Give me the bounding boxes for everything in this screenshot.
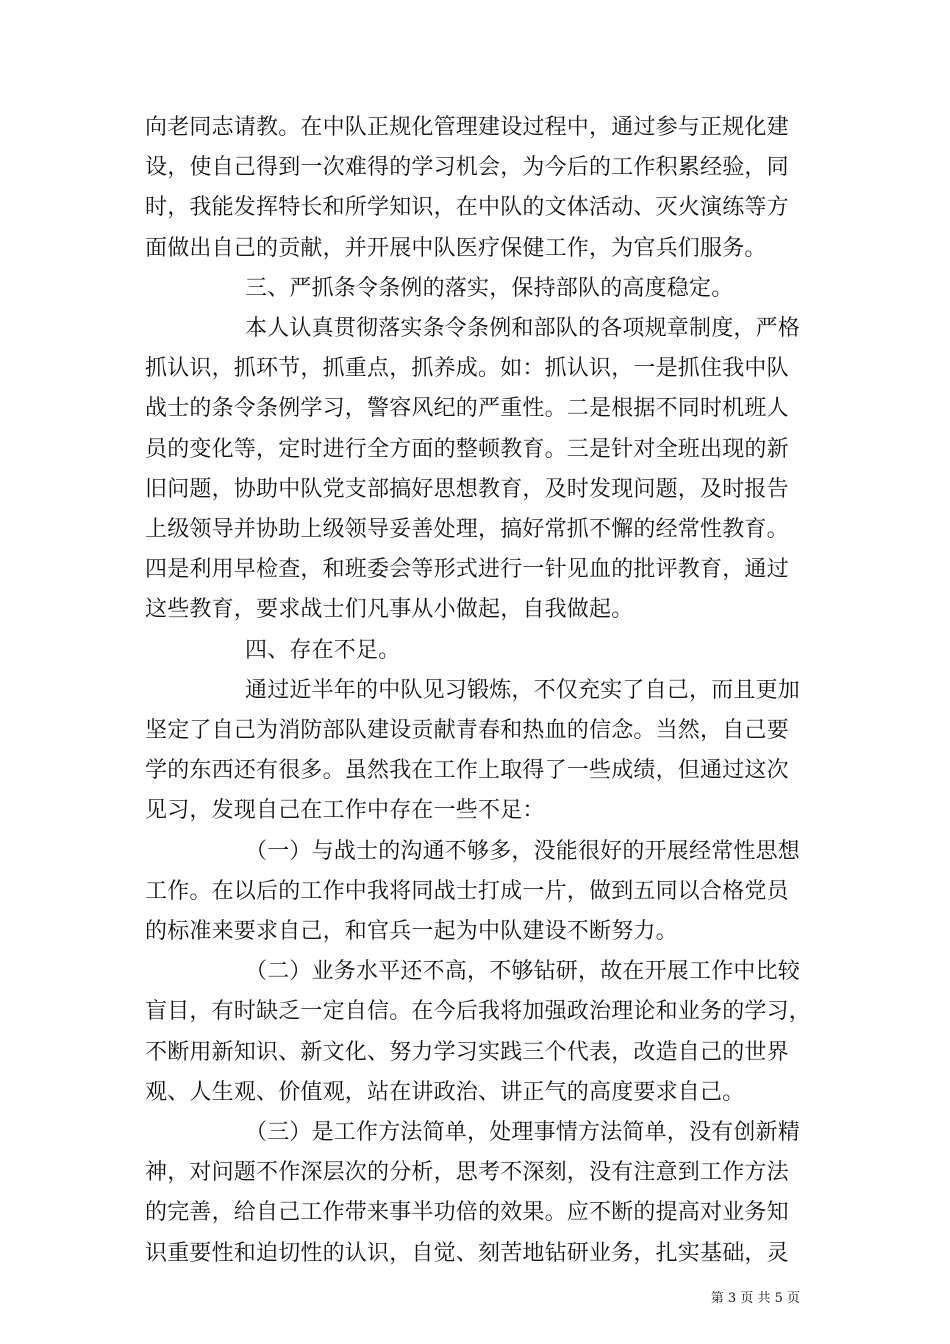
text-line: 识重要性和迫切性的认识，自觉、刻苦地钻研业务，扎实基础，灵 <box>145 1241 789 1266</box>
text-line: 这些教育，要求战士们凡事从小做起，自我做起。 <box>145 597 634 622</box>
text-line: （二）业务水平还不高，不够钻研，故在开展工作中比较 <box>245 959 801 984</box>
text-line: 的标准来要求自己，和官兵一起为中队建设不断努力。 <box>145 919 678 944</box>
section-heading: 三、严抓条令条例的落实，保持部队的高度稳定。 <box>245 276 734 301</box>
text-line: 旧问题，协助中队党支部搞好思想教育，及时发现问题，及时报告 <box>145 477 789 502</box>
text-line: 战士的条令条例学习，警容风纪的严重性。二是根据不同时机班人 <box>145 396 789 421</box>
text-line: 观、人生观、价值观，站在讲政治、讲正气的高度要求自己。 <box>145 1080 745 1105</box>
page-number: 第 3 页 共 5 页 <box>710 1291 800 1306</box>
text-line: 见习，发现自己在工作中存在一些不足： <box>145 798 545 823</box>
text-line: 本人认真贯彻落实条令条例和部队的各项规章制度，严格 <box>245 316 801 341</box>
section-heading: 四、存在不足。 <box>245 638 401 663</box>
text-line: 盲目，有时缺乏一定自信。在今后我将加强政治理论和业务的学习， <box>145 999 812 1024</box>
text-line: 抓认识，抓环节，抓重点，抓养成。如：抓认识，一是抓住我中队 <box>145 356 789 381</box>
text-line: 设，使自己得到一次难得的学习机会，为今后的工作积累经验，同 <box>145 155 789 180</box>
text-line: 向老同志请教。在中队正规化管理建设过程中，通过参与正规化建 <box>145 115 789 140</box>
text-line: 学的东西还有很多。虽然我在工作上取得了一些成绩，但通过这次 <box>145 758 789 783</box>
text-line: 四是利用早检查，和班委会等形式进行一针见血的批评教育，通过 <box>145 557 789 582</box>
text-line: （一）与战士的沟通不够多，没能很好的开展经常性思想 <box>245 839 801 864</box>
text-line: 工作。在以后的工作中我将同战士打成一片，做到五同以合格党员 <box>145 879 789 904</box>
text-line: 神，对问题不作深层次的分析，思考不深刻，没有注意到工作方法 <box>145 1160 789 1185</box>
text-line: 员的变化等，定时进行全方面的整顿教育。三是针对全班出现的新 <box>145 437 789 462</box>
text-line: 上级领导并协助上级领导妥善处理，搞好常抓不懈的经常性教育。 <box>145 517 789 542</box>
text-line: 通过近半年的中队见习锻炼，不仅充实了自己，而且更加 <box>245 678 801 703</box>
text-line: 时，我能发挥特长和所学知识，在中队的文体活动、灭火演练等方 <box>145 195 789 220</box>
text-line: 面做出自己的贡献，并开展中队医疗保健工作，为官兵们服务。 <box>145 236 767 261</box>
text-line: （三）是工作方法简单，处理事情方法简单，没有创新精 <box>245 1120 801 1145</box>
text-line: 坚定了自己为消防部队建设贡献青春和热血的信念。当然，自己要 <box>145 718 789 743</box>
text-line: 不断用新知识、新文化、努力学习实践三个代表，改造自己的世界 <box>145 1040 789 1065</box>
text-line: 的完善，给自己工作带来事半功倍的效果。应不断的提高对业务知 <box>145 1200 789 1225</box>
